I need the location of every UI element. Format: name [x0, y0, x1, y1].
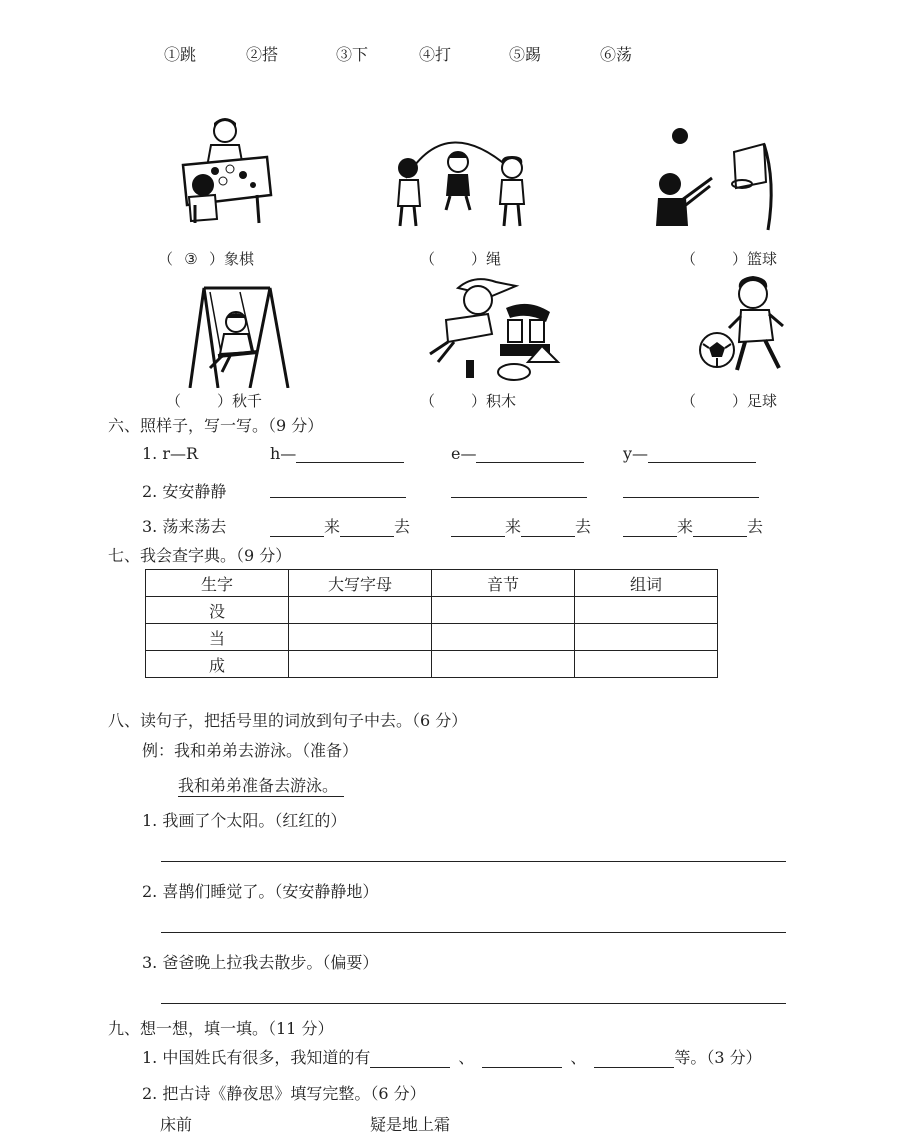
answer-blank[interactable] — [648, 444, 756, 463]
answer-line[interactable] — [270, 497, 406, 498]
answer-cell[interactable] — [289, 651, 432, 678]
answer-cell[interactable] — [575, 597, 718, 624]
answer-blank[interactable] — [521, 518, 575, 537]
s8-question-1: 1. 我画了个太阳。（红红的） — [142, 811, 347, 830]
header-shengzi: 生字 — [146, 570, 289, 597]
answer-blank[interactable] — [623, 518, 677, 537]
s9-question-1: 1. 中国姓氏有很多，我知道的有 、 、 等。（3 分） — [142, 1048, 762, 1067]
answer-line[interactable] — [623, 497, 759, 498]
answer-blank[interactable] — [693, 518, 747, 537]
s9-question-2: 2. 把古诗《静夜思》填写完整。（6 分） — [142, 1084, 426, 1103]
s6-row2-label: 2. 安安静静 — [142, 482, 227, 501]
char-cell: 成 — [146, 651, 289, 678]
header-daxie: 大写字母 — [289, 570, 432, 597]
chess-players-icon — [175, 115, 275, 225]
section-8-title: 八、读句子，把括号里的词放到句子中去。（6 分） — [108, 711, 468, 730]
answer-cell[interactable] — [575, 651, 718, 678]
answer-blank[interactable] — [370, 1049, 450, 1068]
header-zuci: 组词 — [575, 570, 718, 597]
s6-row1-y: y— — [623, 444, 756, 463]
answer-blank[interactable] — [482, 1049, 562, 1068]
s8-question-3: 3. 爸爸晚上拉我去散步。（偏要） — [142, 953, 379, 972]
answer-blank[interactable] — [594, 1049, 674, 1068]
table-header-row — [146, 570, 718, 597]
picture-label-chess: （ ③ ）象棋 — [158, 250, 255, 268]
answer-cell[interactable] — [289, 624, 432, 651]
s6-row3-group-1: 来 去 — [270, 514, 410, 537]
s6-row1-label: 1. r—R — [142, 444, 199, 463]
table-row — [146, 624, 718, 651]
char-cell: 没 — [146, 597, 289, 624]
section-7-title: 七、我会查字典。（9 分） — [108, 546, 292, 565]
answer-cell[interactable] — [289, 597, 432, 624]
poem-line-1: 床前 — [160, 1115, 193, 1134]
option-5: ⑤踢 — [509, 45, 542, 64]
answer-line[interactable] — [451, 497, 587, 498]
swing-icon — [170, 280, 295, 388]
answer-line[interactable] — [161, 861, 786, 862]
answer-blank[interactable] — [451, 518, 505, 537]
answer-blank[interactable] — [476, 444, 584, 463]
header-yinjie: 音节 — [432, 570, 575, 597]
answer-cell[interactable] — [432, 597, 575, 624]
option-2: ②搭 — [246, 45, 279, 64]
answer-blank[interactable]: ③ — [184, 250, 198, 268]
answer-blank[interactable] — [340, 518, 394, 537]
picture-label-soccer: （ ）足球 — [681, 392, 778, 410]
table-row — [146, 651, 718, 678]
answer-cell[interactable] — [432, 651, 575, 678]
poem-line-2: 疑是地上霜 — [370, 1115, 451, 1134]
building-blocks-icon — [418, 272, 563, 384]
option-6: ⑥荡 — [600, 45, 633, 64]
answer-line[interactable] — [161, 932, 786, 933]
soccer-ball-icon — [695, 272, 795, 384]
s6-row3-label: 3. 荡来荡去 — [142, 517, 227, 536]
s8-example-answer: 我和弟弟准备去游泳。 — [178, 773, 344, 797]
picture-label-swing: （ ）秋千 — [166, 392, 263, 410]
s8-example: 例：我和弟弟去游泳。（准备） — [142, 741, 359, 760]
s6-row1-h: h— — [270, 444, 404, 463]
picture-label-rope: （ ）绳 — [420, 250, 502, 268]
s6-row1-e: e— — [451, 444, 584, 463]
basketball-icon — [648, 122, 778, 232]
option-1: ①跳 — [164, 45, 197, 64]
section-6-title: 六、照样子，写一写。（9 分） — [108, 416, 324, 435]
answer-blank[interactable] — [296, 444, 404, 463]
answer-cell[interactable] — [575, 624, 718, 651]
char-cell: 当 — [146, 624, 289, 651]
section-9-title: 九、想一想，填一填。（11 分） — [108, 1019, 334, 1038]
option-3: ③下 — [336, 45, 369, 64]
picture-label-basketball: （ ）篮球 — [681, 250, 778, 268]
table-row — [146, 597, 718, 624]
answer-cell[interactable] — [432, 624, 575, 651]
option-4: ④打 — [419, 45, 452, 64]
dictionary-table — [145, 569, 718, 678]
s6-row3-group-2: 来 去 — [451, 514, 591, 537]
answer-blank[interactable] — [270, 518, 324, 537]
s8-question-2: 2. 喜鹊们睡觉了。（安安静静地） — [142, 882, 379, 901]
picture-label-blocks: （ ）积木 — [420, 392, 517, 410]
jump-rope-icon — [388, 128, 538, 233]
answer-line[interactable] — [161, 1003, 786, 1004]
s6-row3-group-3: 来 去 — [623, 514, 763, 537]
